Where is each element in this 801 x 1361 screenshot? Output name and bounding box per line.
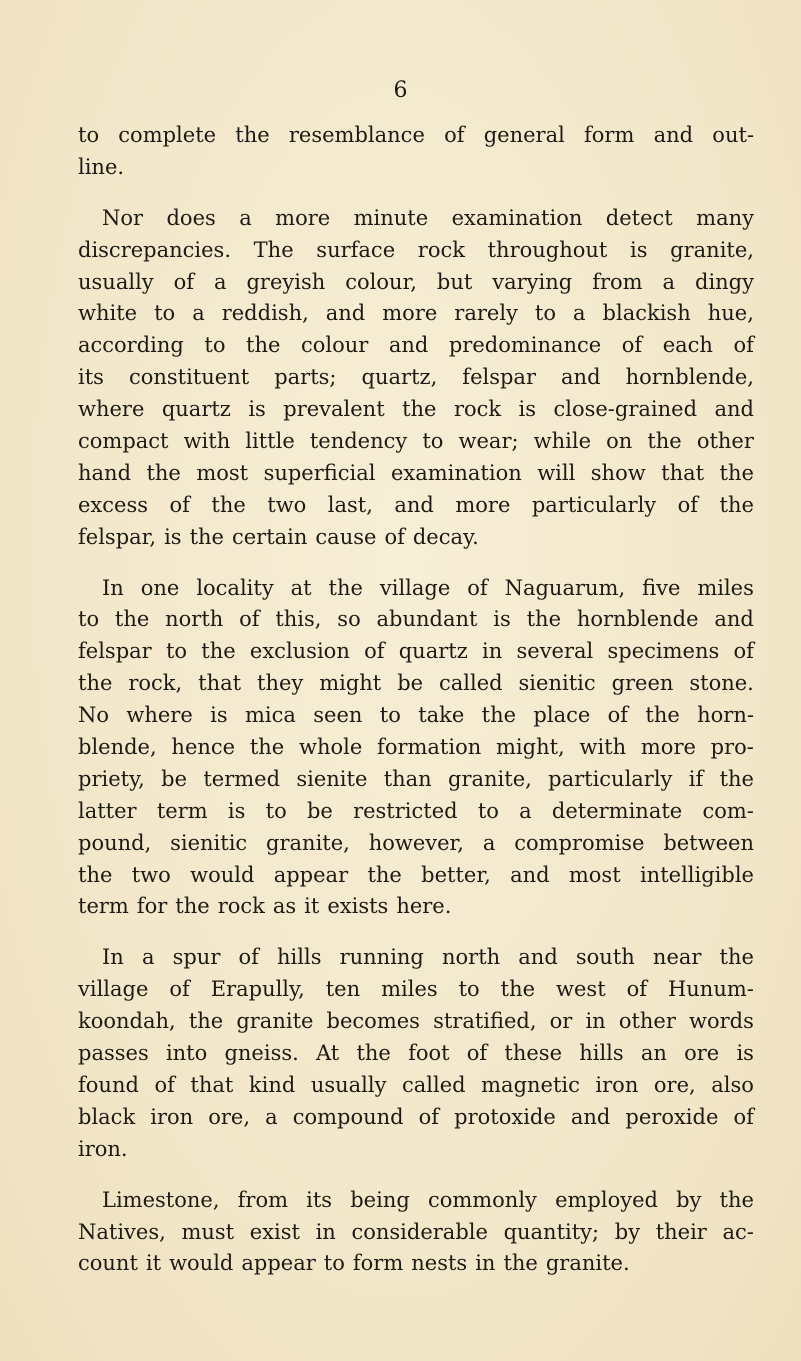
text-line: black iron ore, a compound of protoxide and peroxide of [78, 1104, 754, 1129]
paragraph [78, 203, 754, 554]
text-line: to complete the resemblance of general form and out- [78, 123, 754, 147]
text-line: excess of the two last, and more particularly of the [78, 492, 754, 517]
paragraph [78, 120, 754, 184]
page-number: 6 [393, 78, 408, 103]
text-line: count it would appear to form nests in the granite. [78, 1251, 630, 1276]
text-line: In one locality at the village of Naguarum, five miles [102, 575, 754, 600]
paragraph [78, 573, 754, 924]
text-line: white to a reddish, and more rarely to a blackish hue, [78, 301, 754, 326]
text-line: Limestone, from its being commonly employed by the [102, 1187, 754, 1212]
text-line: passes into gneiss. At the foot of these hills an ore is [78, 1041, 754, 1066]
text-line: blende, hence the whole formation might, with more pro- [78, 735, 754, 760]
text-line: where quartz is prevalent the rock is close-grained and [78, 397, 754, 422]
text-line: village of Erapully, ten miles to the west of Hunum- [78, 977, 754, 1002]
text-line: term for the rock as it exists here. [78, 894, 452, 919]
text-line: the two would appear the better, and most intelligible [78, 862, 754, 887]
text-line: No where is mica seen to take the place of the horn- [78, 703, 754, 728]
text-line: discrepancies. The surface rock throughout is granite, [78, 237, 754, 262]
text-line: felspar, is the certain cause of decay. [78, 524, 479, 549]
text-line: latter term is to be restricted to a determinate com- [78, 798, 754, 823]
text-line: compact with little tendency to wear; while on the other [78, 429, 754, 454]
body-text [78, 120, 754, 1299]
text-line: found of that kind usually called magnetic iron ore, also [78, 1072, 754, 1097]
text-line: line. [78, 154, 125, 179]
text-line: Nor does a more minute examination detect many [102, 205, 754, 230]
text-line: iron. [78, 1136, 128, 1161]
text-line: Natives, must exist in considerable quantity; by their ac- [78, 1219, 754, 1244]
text-line: felspar to the exclusion of quartz in several specimens of [78, 639, 754, 664]
text-line: pound, sienitic granite, however, a compromise between [78, 830, 754, 855]
text-line: hand the most superficial examination will show that the [78, 460, 754, 485]
text-line: koondah, the granite becomes stratified, or in other words [78, 1009, 754, 1034]
text-line: the rock, that they might be called sienitic green stone. [78, 671, 754, 696]
text-line: usually of a greyish colour, but varying from a dingy [78, 269, 754, 294]
paragraph [78, 1185, 754, 1281]
text-line: according to the colour and predominance of each of [78, 333, 754, 358]
text-line: its constituent parts; quartz, felspar and hornblende, [78, 365, 754, 390]
text-line: to the north of this, so abundant is the hornblende and [78, 607, 754, 632]
text-line: priety, be termed sienite than granite, particularly if the [78, 766, 754, 791]
paragraph [78, 942, 754, 1165]
text-line: In a spur of hills running north and south near the [102, 945, 754, 970]
